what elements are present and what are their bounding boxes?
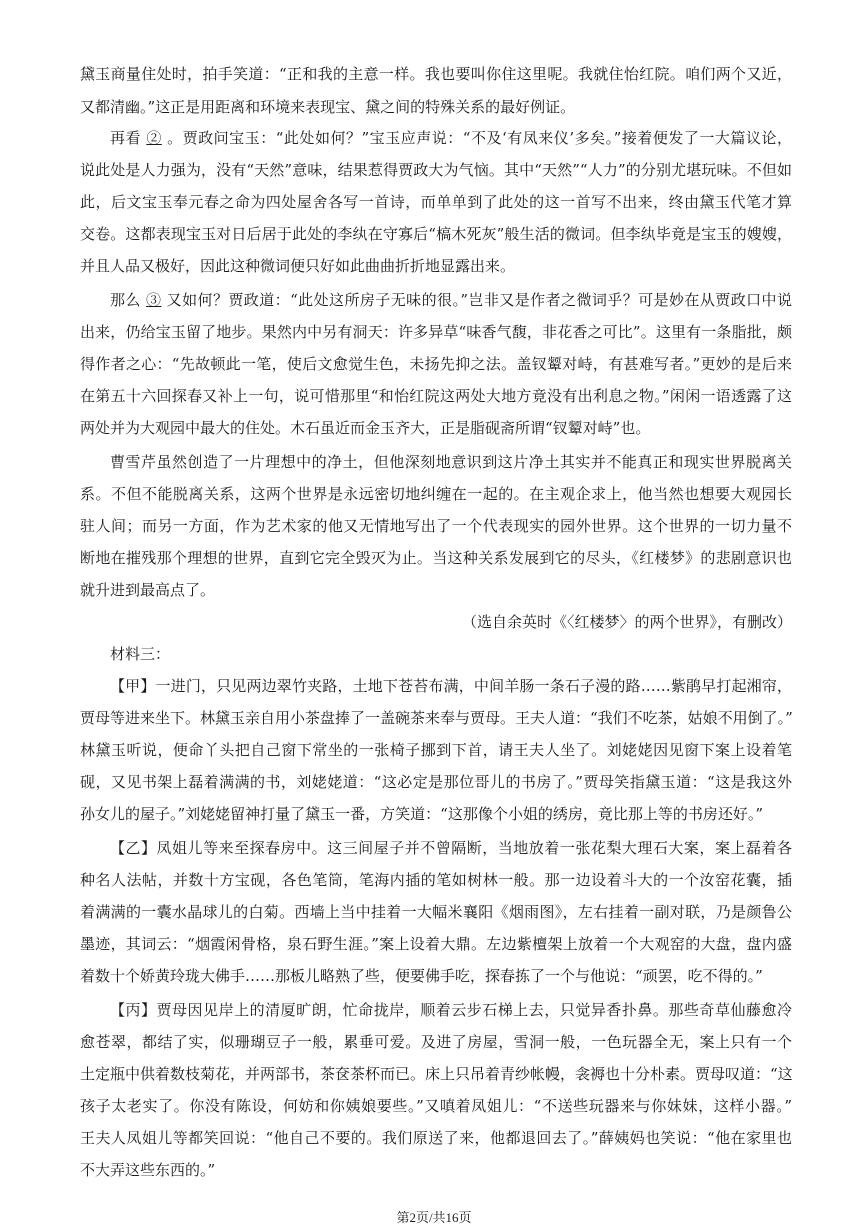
text-line: 并且人品又极好，因此这种微词便只好如此曲曲折折地显露出来。 [80, 257, 516, 275]
text-line: 黛玉商量住处时，拍手笑道：“正和我的主意一样。我也要叫你住这里呢。我就住怡红院。咱们两个又近， [80, 65, 792, 83]
text-line: 断地在摧残那个理想的世界，直到它完全毁灭为止。当这种关系发展到它的尽头，《红楼梦》的悲剧意识也 [80, 549, 792, 567]
text-line: 又都清幽。”这正是用距离和环境来表现宝、黛之间的特殊关系的最好例证。 [80, 98, 576, 116]
text-line: 出来，仍给宝玉留了地步。果然内中另有洞天：许多异草“味香气馥，非花香之可比”。这里有一条脂批，颇 [80, 323, 792, 341]
text-line: 着满满的一囊水晶球儿的白菊。西墙上当中挂着一大幅米襄阳《烟雨图》，左右挂着一副对联，乃是颜鲁公 [80, 903, 792, 921]
text-line: 林黛玉听说，便命丫头把自己窗下常坐的一张椅子挪到下首，请王夫人坐了。刘姥姥因见窗下案上设着笔 [80, 741, 792, 759]
text-line: 王夫人凤姐儿等都笑回说：“他自己不要的。我们原送了来，他都退回去了。”薛姨妈也笑说：“他在家里也 [80, 1129, 792, 1147]
text-line: 【丙】贾母因见岸上的清厦旷朗，忙命拢岸，顺着云步石梯上去，只觉异香扑鼻。那些奇草仙藤愈冷 [110, 1001, 792, 1019]
text-line: 孩子太老实了。你没有陈设，何妨和你姨娘要些。”又嗔着凤姐儿：“不送些玩器来与你妹妹，这样小器。” [80, 1097, 792, 1115]
text-line: 砚，又见书架上磊着满满的书，刘姥姥道：“这必定是那位哥儿的书房了。”贾母笑指黛玉道：“这是我这外 [80, 773, 792, 791]
text-line: 土定瓶中供着数枝菊花，并两部书，茶奁茶杯而已。床上只吊着青纱帐幔，衾褥也十分朴素。贾母叹道：“这 [80, 1065, 793, 1083]
material-heading: 材料三： [110, 645, 171, 663]
text-line: 孙女儿的屋子。”刘姥姥留神打量了黛玉一番，方笑道：“这那像个小姐的绣房，竟比那上等的书房还好。” [80, 805, 764, 823]
text-line: 此，后文宝玉奉元春之命为四处屋舍各写一首诗，而单单到了此处的这一首写不出来，终由黛玉代笔才算 [80, 193, 792, 211]
text-line: 曹雪芹虽然创造了一片理想中的净土，但他深刻地意识到这片净土其实并不能真正和现实世界脱离关 [110, 453, 792, 471]
page-number-footer: 第2页/共16页 [396, 1210, 472, 1225]
text-line: 愈苍翠，都结了实，似珊瑚豆子一般，累垂可爱。及进了房屋，雪洞一般，一色玩器全无，案上只有一个 [80, 1033, 792, 1051]
text-line: 两处并为大观园中最大的住处。木石虽近而金玉齐大，正是脂砚斋所谓“钗颦对峙”也。 [80, 419, 651, 437]
text-line: 那么 ③ 又如何？贾政道：“此处这所房子无味的很。”岂非又是作者之微词乎？可是妙在从贾政口中说 [110, 291, 792, 309]
text-line: 贾母等进来坐下。林黛玉亲自用小茶盘捧了一盖碗茶来奉与贾母。王夫人道：“我们不吃茶，姑娘不用倒了。” [80, 709, 793, 727]
text-line: 系。不但不能脱离关系，这两个世界是永远密切地纠缠在一起的。在主观企求上，他当然也想要大观园长 [80, 485, 792, 503]
text-line: 再看 ② 。贾政问宝玉：“此处如何？”宝玉应声说：“不及‘有凤来仪’多矣。”接着便发了一大篇议论， [110, 129, 792, 147]
text-line: 墨迹，其词云：“烟霞闲骨格，泉石野生涯。”案上设着大鼎。左边紫檀架上放着一个大观窑的大盘，盘内盛 [80, 935, 792, 953]
text-line: 就升进到最高点了。 [80, 581, 216, 599]
text-line: 驻人间；而另一方面，作为艺术家的他又无情地写出了一个代表现实的园外世界。这个世界的一切力量不 [80, 517, 792, 535]
text-line: 说此处是人力强为，没有“天然”意味，结果惹得贾政大为气恼。其中“天然”“人力”的分别尤堪玩味。不但如 [80, 161, 792, 179]
text-line: 种名人法帖，并数十方宝砚，各色笔筒，笔海内插的笔如树林一般。那一边设着斗大的一个汝窑花囊，插 [80, 871, 792, 889]
source-citation: （选自余英时《〈红楼梦〉的两个世界》，有删改） [461, 613, 792, 631]
text-line: 在第五十六回探春又补上一句，说可惜那里“和怡红院这两处大地方竟没有出利息之物。”闲闲一语透露了这 [80, 387, 792, 405]
text-line: 着数十个娇黄玲珑大佛手……那板儿略熟了些，便要佛手吃，探春拣了一个与他说：“顽罢，吃不得的。” [80, 967, 763, 985]
text-line: 得作者之心：“先故顿此一笔，使后文愈觉生色，未扬先抑之法。盖钗颦对峙，有甚难写者。”更妙的是后来 [80, 355, 792, 373]
text-line: 【乙】凤姐儿等来至探春房中。这三间屋子并不曾隔断，当地放着一张花梨大理石大案，案上磊着各 [110, 839, 792, 857]
text-line: 交卷。这都表现宝玉对日后居于此处的李纨在守寡后“槁木死灰”般生活的微词。但李纨毕竟是宝玉的嫂嫂， [80, 225, 792, 243]
text-line: 【甲】一进门，只见两边翠竹夹路，土地下苍苔布满，中间羊肠一条石子漫的路……紫鹃早打起湘帘， [110, 677, 792, 695]
text-line: 不大弄这些东西的。” [80, 1161, 216, 1179]
